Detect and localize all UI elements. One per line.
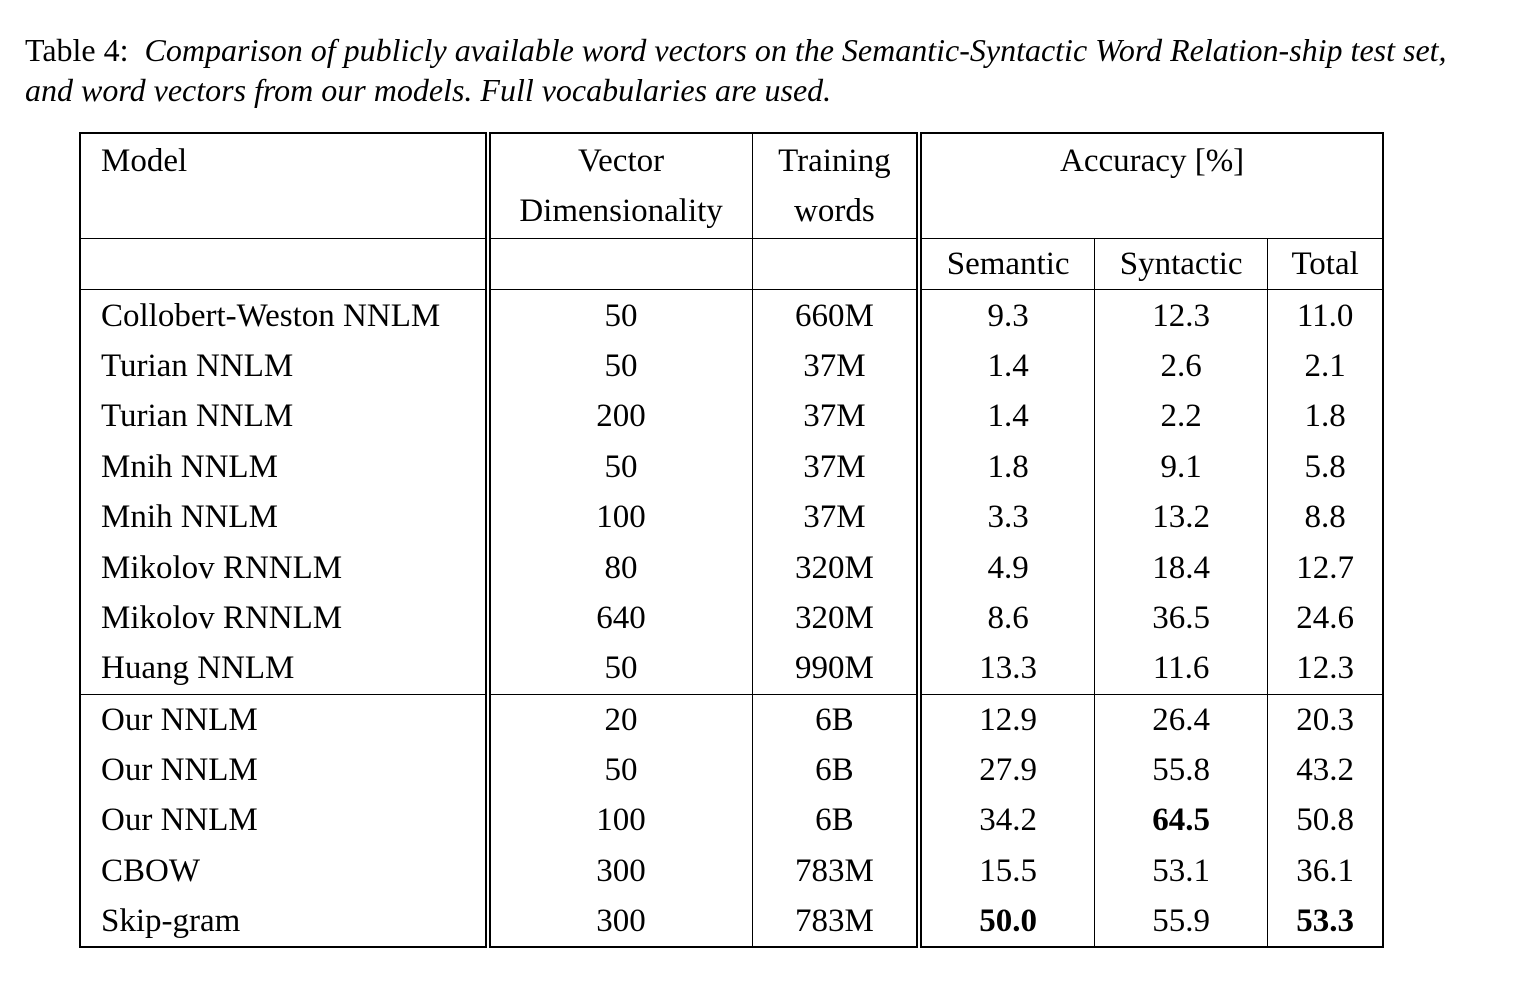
cell-dimensionality: 300 — [488, 846, 752, 896]
table-row — [80, 593, 1383, 643]
cell-total: 20.3 — [1268, 694, 1383, 745]
cell-training-words: 783M — [752, 896, 919, 947]
table-row — [80, 542, 1383, 592]
cell-syntactic: 2.2 — [1095, 391, 1268, 441]
cell-semantic: 12.9 — [919, 694, 1094, 745]
table-body — [80, 290, 1383, 948]
table-row — [80, 391, 1383, 441]
cell-training-words: 783M — [752, 846, 919, 896]
cell-semantic: 9.3 — [919, 290, 1094, 341]
header-syntactic: Syntactic — [1095, 239, 1268, 290]
table-row — [80, 694, 1383, 745]
cell-semantic: 27.9 — [919, 745, 1094, 795]
cell-syntactic: 55.8 — [1095, 745, 1268, 795]
cell-semantic: 8.6 — [919, 593, 1094, 643]
cell-syntactic: 2.6 — [1095, 341, 1268, 391]
header-training-line1: Training — [778, 143, 891, 179]
cell-training-words: 990M — [752, 643, 919, 694]
cell-total: 12.7 — [1296, 549, 1354, 586]
cell-training-words: 660M — [752, 290, 919, 341]
cell-semantic: 3.3 — [919, 492, 1094, 542]
cell-model: Huang NNLM — [80, 643, 488, 694]
cell-model: Our NNLM — [80, 694, 488, 745]
header-empty-words — [752, 239, 919, 290]
cell-training-words: 37M — [752, 341, 919, 391]
cell-syntactic: 13.2 — [1095, 492, 1268, 542]
cell-syntactic: 11.6 — [1095, 643, 1268, 694]
cell-training-words: 6B — [752, 694, 919, 745]
cell-model: Our NNLM — [80, 745, 488, 795]
cell-dimensionality: 640 — [488, 593, 752, 643]
cell-dimensionality: 20 — [488, 694, 752, 745]
cell-model: Mnih NNLM — [80, 492, 488, 542]
cell-semantic: 13.3 — [919, 643, 1094, 694]
cell-syntactic: 26.4 — [1095, 694, 1268, 745]
cell-model: Mnih NNLM — [80, 442, 488, 492]
table-row — [80, 492, 1383, 542]
header-empty-dim — [488, 239, 752, 290]
header-dimensionality-line2: Dimensionality — [519, 193, 723, 229]
cell-dimensionality: 200 — [488, 391, 752, 441]
table-row — [80, 341, 1383, 391]
cell-total: 53.3 — [1296, 903, 1354, 940]
cell-training-words: 37M — [752, 492, 919, 542]
cell-semantic: 34.2 — [919, 795, 1094, 845]
cell-training-words: 6B — [752, 795, 919, 845]
table-row — [80, 745, 1383, 795]
table-caption — [25, 30, 1465, 110]
cell-training-words: 320M — [752, 542, 919, 592]
cell-training-words: 37M — [752, 391, 919, 441]
cell-syntactic: 18.4 — [1095, 542, 1268, 592]
cell-model: CBOW — [80, 846, 488, 896]
cell-total: 36.1 — [1296, 852, 1354, 889]
caption-text: Comparison of publicly available word vectors on the Semantic-Syntactic Word Relation-ship test set, and word vectors from our models. Full vocabularies are used. — [25, 32, 1447, 108]
cell-total: 8.8 — [1304, 499, 1346, 536]
cell-total: 2.1 — [1304, 347, 1346, 384]
caption-label: Table 4: — [25, 32, 129, 68]
cell-model: Collobert-Weston NNLM — [80, 290, 488, 341]
cell-semantic: 50.0 — [919, 896, 1094, 947]
cell-dimensionality: 50 — [488, 643, 752, 694]
cell-syntactic: 36.5 — [1095, 593, 1268, 643]
cell-model: Skip-gram — [80, 896, 488, 947]
cell-semantic: 4.9 — [919, 542, 1094, 592]
header-dimensionality — [488, 133, 752, 239]
cell-semantic: 1.4 — [919, 341, 1094, 391]
cell-model: Turian NNLM — [80, 391, 488, 441]
cell-total: 24.6 — [1296, 599, 1354, 636]
cell-syntactic: 9.1 — [1095, 442, 1268, 492]
table-row — [80, 442, 1383, 492]
cell-training-words: 6B — [752, 745, 919, 795]
cell-syntactic: 64.5 — [1095, 795, 1268, 845]
cell-syntactic: 55.9 — [1095, 896, 1268, 947]
cell-semantic: 1.4 — [919, 391, 1094, 441]
header-training-line2: words — [794, 193, 875, 229]
table-row — [80, 795, 1383, 845]
cell-syntactic: 53.1 — [1095, 846, 1268, 896]
table-row — [80, 643, 1383, 694]
header-model: Model — [80, 133, 488, 239]
cell-dimensionality: 300 — [488, 896, 752, 947]
table-row — [80, 846, 1383, 896]
header-total: Total — [1268, 239, 1383, 290]
cell-dimensionality: 50 — [488, 290, 752, 341]
cell-training-words: 320M — [752, 593, 919, 643]
cell-dimensionality: 100 — [488, 795, 752, 845]
cell-dimensionality: 50 — [488, 341, 752, 391]
cell-syntactic: 12.3 — [1095, 290, 1268, 341]
cell-total: 5.8 — [1304, 448, 1346, 485]
cell-dimensionality: 80 — [488, 542, 752, 592]
results-table — [79, 132, 1384, 948]
cell-total: 1.8 — [1304, 398, 1346, 435]
header-empty-model — [80, 239, 488, 290]
cell-semantic: 15.5 — [919, 846, 1094, 896]
cell-total: 11.0 — [1268, 290, 1383, 341]
header-dimensionality-line1: Vector — [577, 143, 665, 179]
cell-total: 12.3 — [1296, 650, 1354, 687]
cell-model: Mikolov RNNLM — [80, 593, 488, 643]
header-semantic: Semantic — [919, 239, 1094, 290]
cell-dimensionality: 50 — [488, 442, 752, 492]
cell-model: Turian NNLM — [80, 341, 488, 391]
table-row — [80, 290, 1383, 341]
cell-dimensionality: 100 — [488, 492, 752, 542]
table-row — [80, 896, 1383, 947]
cell-training-words: 37M — [752, 442, 919, 492]
cell-model: Our NNLM — [80, 795, 488, 845]
cell-total: 43.2 — [1296, 752, 1354, 789]
cell-semantic: 1.8 — [919, 442, 1094, 492]
header-training-words — [752, 133, 919, 239]
cell-dimensionality: 50 — [488, 745, 752, 795]
cell-model: Mikolov RNNLM — [80, 542, 488, 592]
header-accuracy: Accuracy [%] — [1060, 143, 1245, 179]
cell-total: 50.8 — [1296, 802, 1354, 839]
